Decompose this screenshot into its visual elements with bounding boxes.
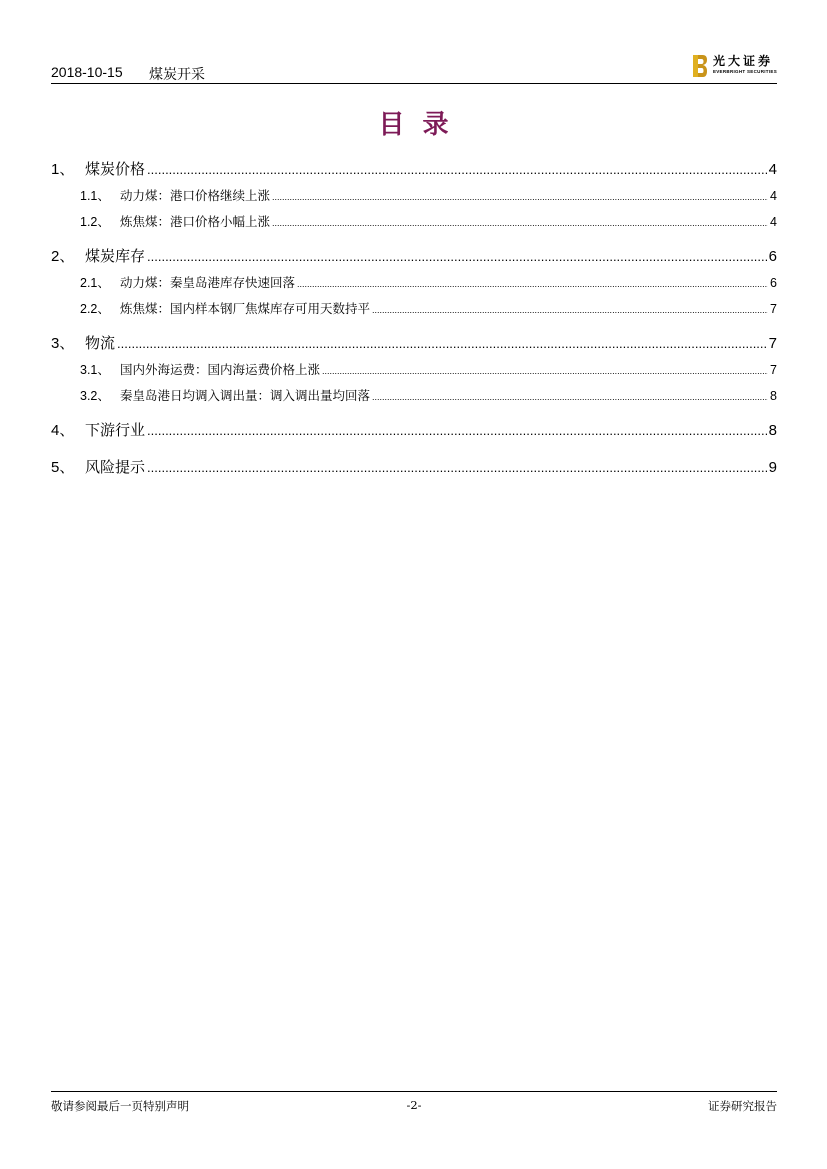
toc-entry-number: 2.2、 [80,302,110,316]
toc-entry-number: 2、 [51,248,75,265]
toc-entry-title: 国内外海运费：国内海运费价格上涨 [120,363,321,377]
page-number: -2- [406,1098,422,1112]
logo-english-text: EVERBRIGHT SECURITIES [712,69,777,74]
toc-entry-page: 6 [770,276,777,290]
page-header [51,54,777,84]
toc-leader-dots [117,336,767,351]
everbright-logo-icon [693,55,707,77]
toc-entry-title: 风险提示 [85,459,146,476]
toc-entry[interactable] [51,360,777,378]
toc-entry-page: 9 [768,459,777,476]
report-date: 2018-10-15 [51,64,123,80]
toc-entry[interactable] [51,456,777,477]
toc-entry-title: 动力煤：港口价格继续上涨 [120,189,271,203]
toc-entry[interactable] [51,386,777,404]
toc-entry-page: 7 [770,302,777,316]
toc-entry-page: 7 [768,335,777,352]
toc-entry-number: 3.2、 [80,389,110,403]
toc-leader-dots [297,279,768,289]
toc-entry-number: 1、 [51,161,75,178]
toc-entry-page: 6 [768,248,777,265]
toc-entry[interactable] [51,419,777,440]
toc-entry-title: 煤炭库存 [85,248,146,265]
toc-entry[interactable] [51,212,777,230]
document-type: 证券研究报告 [708,1099,777,1113]
toc-entry-number: 2.1、 [80,276,110,290]
toc-entry-title: 煤炭价格 [85,161,146,178]
toc-entry[interactable] [51,186,777,204]
disclaimer-note: 敬请参阅最后一页特别声明 [51,1099,189,1113]
toc-leader-dots [147,423,767,438]
company-logo [693,54,777,80]
toc-entry[interactable] [51,299,777,317]
toc-entry-page: 4 [768,161,777,178]
logo-chinese-text: 光大证券 [712,54,773,68]
toc-leader-dots [272,218,768,228]
toc-leader-dots [147,460,767,475]
toc-entry-title: 动力煤：秦皇岛港库存快速回落 [120,276,296,290]
page-footer [51,1091,777,1120]
toc-leader-dots [322,366,768,376]
toc-entry-title: 秦皇岛港日均调入调出量：调入调出量均回落 [120,389,371,403]
toc-title: 目录 [378,110,467,140]
toc-entry[interactable] [51,332,777,353]
toc-entry-page: 4 [770,215,777,229]
toc-entry-title: 物流 [85,335,116,352]
toc-entry-number: 4、 [51,422,75,439]
toc-leader-dots [147,249,767,264]
toc-entry[interactable] [51,245,777,266]
toc-leader-dots [372,305,768,315]
toc-entry-number: 3、 [51,335,75,352]
toc-entry[interactable] [51,273,777,291]
toc-entry-number: 3.1、 [80,363,110,377]
toc-entry-page: 8 [770,389,777,403]
toc-leader-dots [372,392,768,402]
toc-leader-dots [147,162,767,177]
toc-entry-number: 5、 [51,459,75,476]
industry-name: 煤炭开采 [149,66,205,82]
toc-entry[interactable] [51,158,777,179]
toc-entry-title: 下游行业 [85,422,146,439]
toc-entry-number: 1.1、 [80,189,110,203]
toc-entry-title: 炼焦煤：港口价格小幅上涨 [120,215,271,229]
toc-entry-page: 7 [770,363,777,377]
toc-leader-dots [272,192,768,202]
toc-entry-number: 1.2、 [80,215,110,229]
toc-entry-page: 4 [770,189,777,203]
toc-entry-page: 8 [768,422,777,439]
toc-entry-title: 炼焦煤：国内样本钢厂焦煤库存可用天数持平 [120,302,371,316]
